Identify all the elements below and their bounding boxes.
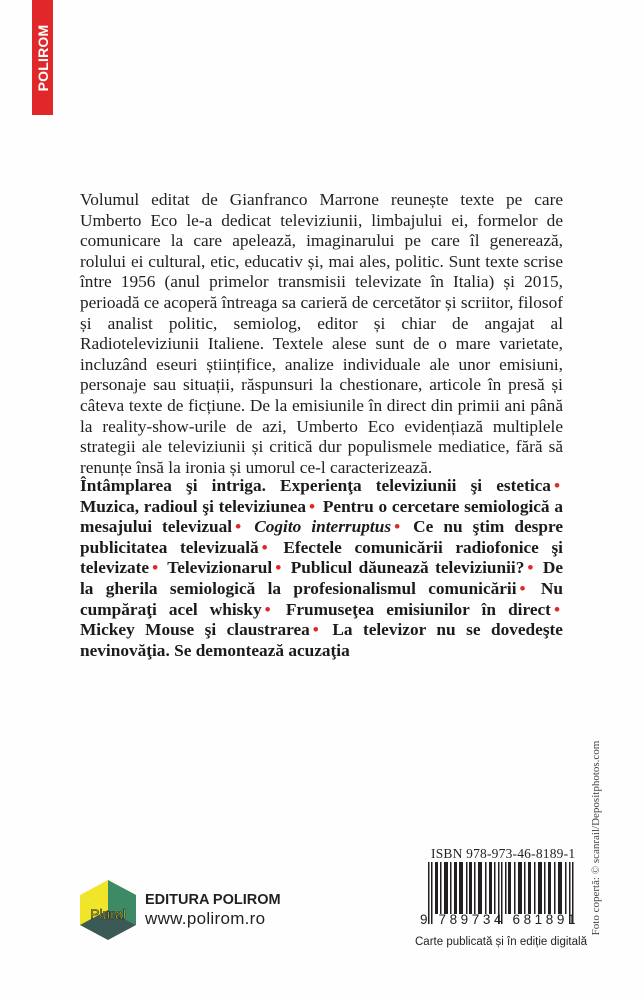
- book-description: Volumul editat de Gianfranco Marrone reunește texte pe care Umberto Eco le-a dedicat televiziunii, limbajului ei, formelor de comunicare la care apelează, imaginarului pe care îl generează, rolului ei cultural, etic, educativ și, mai ales, politic. Sunt texte scrise între 1956 (anul primelor transmisii televizate în Italia) și 2015, perioadă ce acoperă întreaga sa carieră de cercetător și scriitor, filosof și analist politic, semiolog, editor și chiar de angajat al Radioteleviziunii Italiene. Textele alese sunt de o mare varietate, incluzând eseuri științifice, analize individuale ale unor emisiuni, personaje sau situații, răspunsuri la chestionare, articole în presă și câteva texte de ficțiune. De la emisiunile în direct din primii ani până la reality-show-urile de azi, Umberto Eco evidențiază multiplele strategii ale televiziunii și critică dur populismele mediatice, fără să renunțe însă la ironia și umorul ce-l caracterizează.: [80, 190, 563, 477]
- bullet-icon: •: [553, 599, 560, 619]
- bullet-icon: •: [261, 537, 268, 557]
- bullet-icon: •: [312, 620, 319, 640]
- plural-hexagon-icon: [80, 880, 136, 940]
- contents-item: [254, 517, 391, 536]
- contents-item: Întâmplarea şi intriga. Experienţa televiziunii şi estetica: [80, 476, 551, 495]
- plural-logo-text: Plural: [90, 906, 126, 922]
- plural-logo: [80, 880, 136, 940]
- photo-credit: [590, 740, 602, 936]
- contents-item: La televizor nu se dovedeşte nevinovăţia. Se demontează acuzaţia: [80, 620, 563, 660]
- bullet-icon: •: [527, 558, 534, 578]
- contents-item: Ce nu ştim despre publicitatea televizuală: [80, 517, 563, 557]
- contents-item: Efectele comunicării radiofonice şi televizate: [80, 537, 563, 578]
- bullet-icon: •: [519, 578, 526, 598]
- photo-credit-text: Foto copertă: © scanrail/Depositphotos.com: [590, 740, 602, 936]
- contents-item: Muzica, radioul şi televiziunea: [80, 496, 306, 516]
- bullet-icon: •: [152, 558, 159, 578]
- bullet-icon: •: [235, 517, 242, 537]
- polirom-brand-tab: [32, 0, 53, 115]
- contents-item: De la gherila semiologică la profesionalismul comunicării: [80, 558, 564, 598]
- contents-item: Nu cumpăraţi acel whisky: [80, 578, 563, 619]
- contents-item: Publicul dăunează televiziunii?: [290, 558, 525, 578]
- bullet-icon: •: [275, 558, 282, 578]
- contents-item: Frumuseţea emisiunilor în direct: [285, 599, 551, 619]
- table-of-contents: [80, 476, 563, 661]
- bullet-icon: •: [309, 496, 316, 516]
- bullet-icon: •: [264, 599, 271, 619]
- publisher-name: EDITURA POLIROM: [145, 892, 281, 908]
- digital-edition-note: Carte publicată și în ediție digitală: [415, 936, 587, 948]
- contents-item: Pentru o cercetare semiologică a mesajului televizual: [80, 496, 563, 537]
- publisher-url[interactable]: www.polirom.ro: [145, 909, 266, 928]
- contents-item: Mickey Mouse şi claustrarea: [80, 620, 310, 640]
- contents-item-italic: Cogito interruptus: [254, 517, 392, 537]
- brand-tab-label: POLIROM: [34, 24, 51, 91]
- isbn-label: ISBN 978-973-46-8189-1: [431, 846, 576, 861]
- barcode-digits: 9 789734 681891: [420, 912, 580, 927]
- bullet-icon: •: [553, 476, 560, 495]
- contents-item: Televizionarul: [167, 558, 273, 578]
- bullet-icon: •: [394, 517, 401, 537]
